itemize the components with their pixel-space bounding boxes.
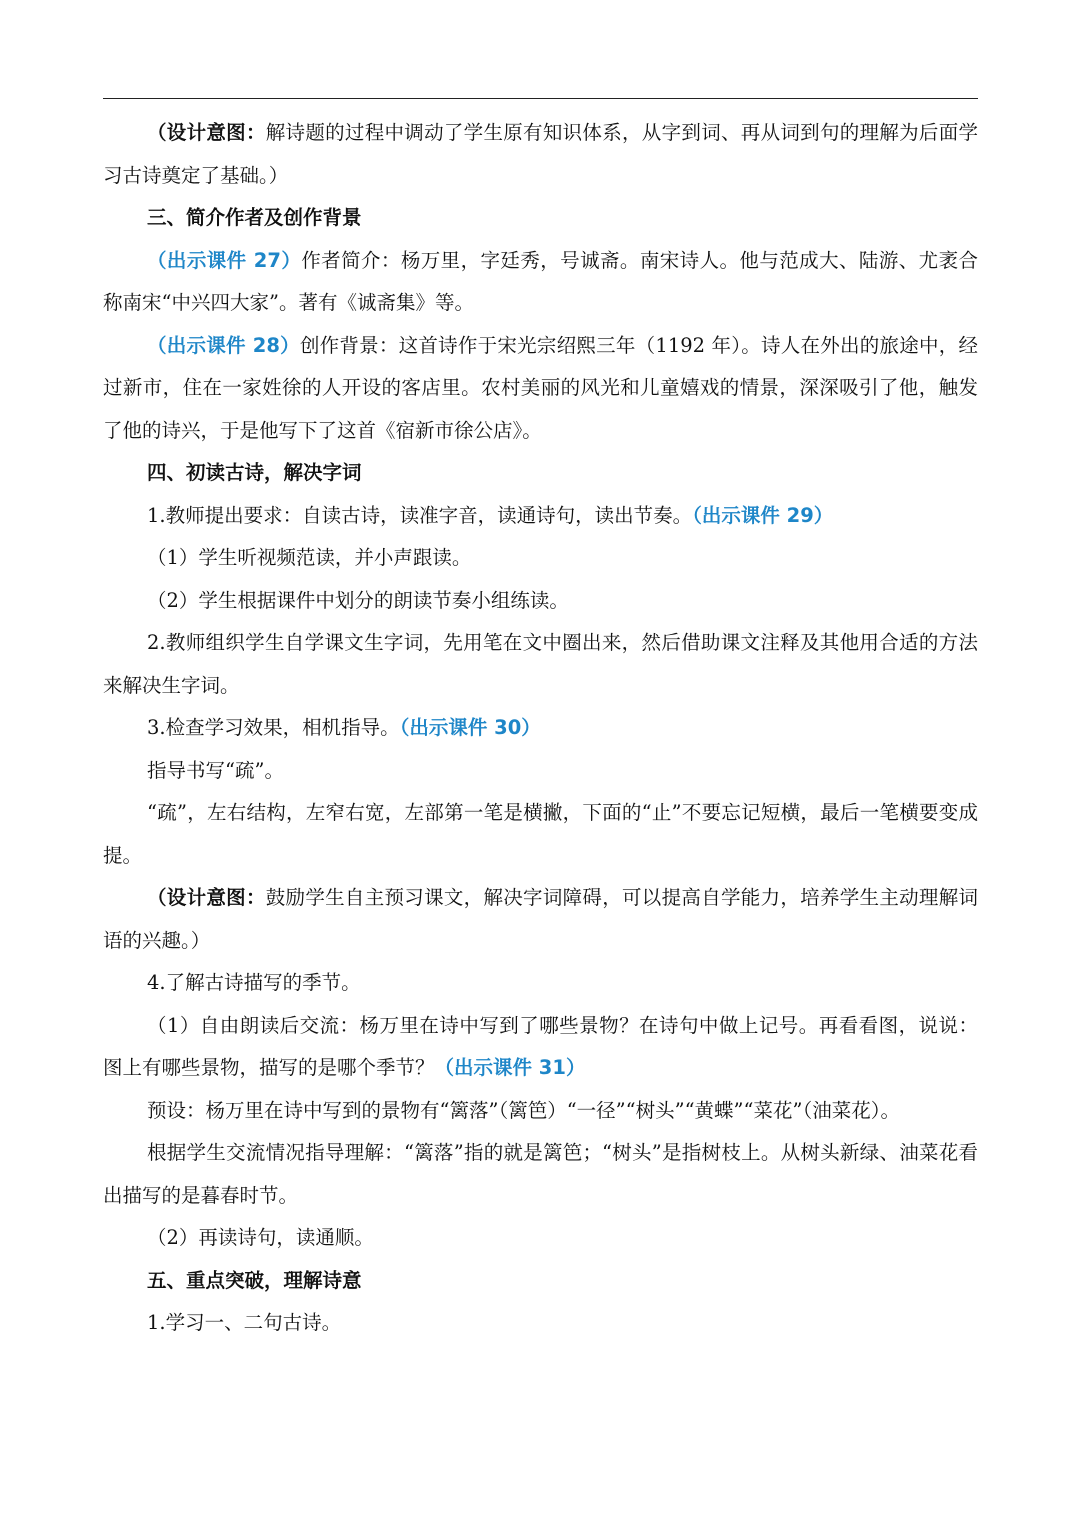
design-intent-paragraph: （设计意图：解诗题的过程中调动了学生原有知识体系，从字到词、再从词到句的理解为后面学习古诗奠定了基础。） <box>103 121 978 187</box>
design-intent-paragraph: （设计意图：鼓励学生自主预习课文，解决字词障碍，可以提高自学能力，培养学生主动理解词语的兴趣。） <box>103 886 978 952</box>
paragraph: 根据学生交流情况指导理解：“篱落”指的就是篱笆；“树头”是指树枝上。从树头新绿、油菜花看出描写的是暮春时节。 <box>103 1141 978 1207</box>
courseware-reference: （出示课件 29） <box>692 503 834 527</box>
paragraph: （2）学生根据课件中划分的朗读节奏小组练读。 <box>147 588 569 612</box>
header-rule <box>103 98 978 99</box>
paragraph: （出示课件 28）创作背景：这首诗作于宋光宗绍熙三年（1192 年）。诗人在外出的旅途中，经过新市，住在一家姓徐的人开设的客店里。农村美丽的风光和儿童嬉戏的情景，深深吸引了他，触发了他的诗兴，于是他写下了这首《宿新市徐公店》。 <box>103 333 978 442</box>
paragraph: 1.学习一、二句古诗。 <box>147 1311 342 1334</box>
courseware-reference: （出示课件 30） <box>399 716 541 739</box>
courseware-reference: （出示课件 31） <box>434 1056 586 1079</box>
paragraph: 3.检查学习效果，相机指导。（出示课件 30） <box>147 716 541 739</box>
paragraph: 指导书写“疏”。 <box>147 758 284 782</box>
paragraph: 1.教师提出要求：自读古诗，读准字音，读通诗句，读出节奏。（出示课件 29） <box>147 503 834 527</box>
courseware-reference: （出示课件 28） <box>147 333 300 357</box>
paragraph: 4.了解古诗描写的季节。 <box>147 971 361 994</box>
paragraph: （1）学生听视频范读，并小声跟读。 <box>147 546 472 569</box>
paragraph: （2）再读诗句，读通顺。 <box>147 1226 374 1249</box>
paragraph: （1）自由朗读后交流：杨万里在诗中写到了哪些景物？在诗句中做上记号。再看看图，说说：图上有哪些景物，描写的是哪个季节？（出示课件 31） <box>103 1013 978 1079</box>
section-heading: 四、初读古诗，解决字词 <box>147 461 362 484</box>
section-heading: 五、重点突破，理解诗意 <box>147 1268 362 1292</box>
paragraph: “疏”，左右结构，左窄右宽，左部第一笔是横撇，下面的“止”不要忘记短横，最后一笔横要变成提。 <box>103 801 978 867</box>
body-text <box>103 112 978 1345</box>
paragraph: （出示课件 27）作者简介：杨万里，字廷秀，号诚斋。南宋诗人。他与范成大、陆游、尤袤合称南宋“中兴四大家”。著有《诚斋集》等。 <box>103 248 978 314</box>
paragraph: 预设：杨万里在诗中写到的景物有“篱落”（篱笆）“一径”“树头”“黄蝶”“菜花”（油菜花）。 <box>147 1098 900 1122</box>
paragraph: 2.教师组织学生自学课文生字词，先用笔在文中圈出来，然后借助课文注释及其他用合适的方法来解决生字词。 <box>103 631 978 697</box>
courseware-reference: （出示课件 27） <box>147 248 302 272</box>
section-heading: 三、简介作者及创作背景 <box>147 206 362 229</box>
